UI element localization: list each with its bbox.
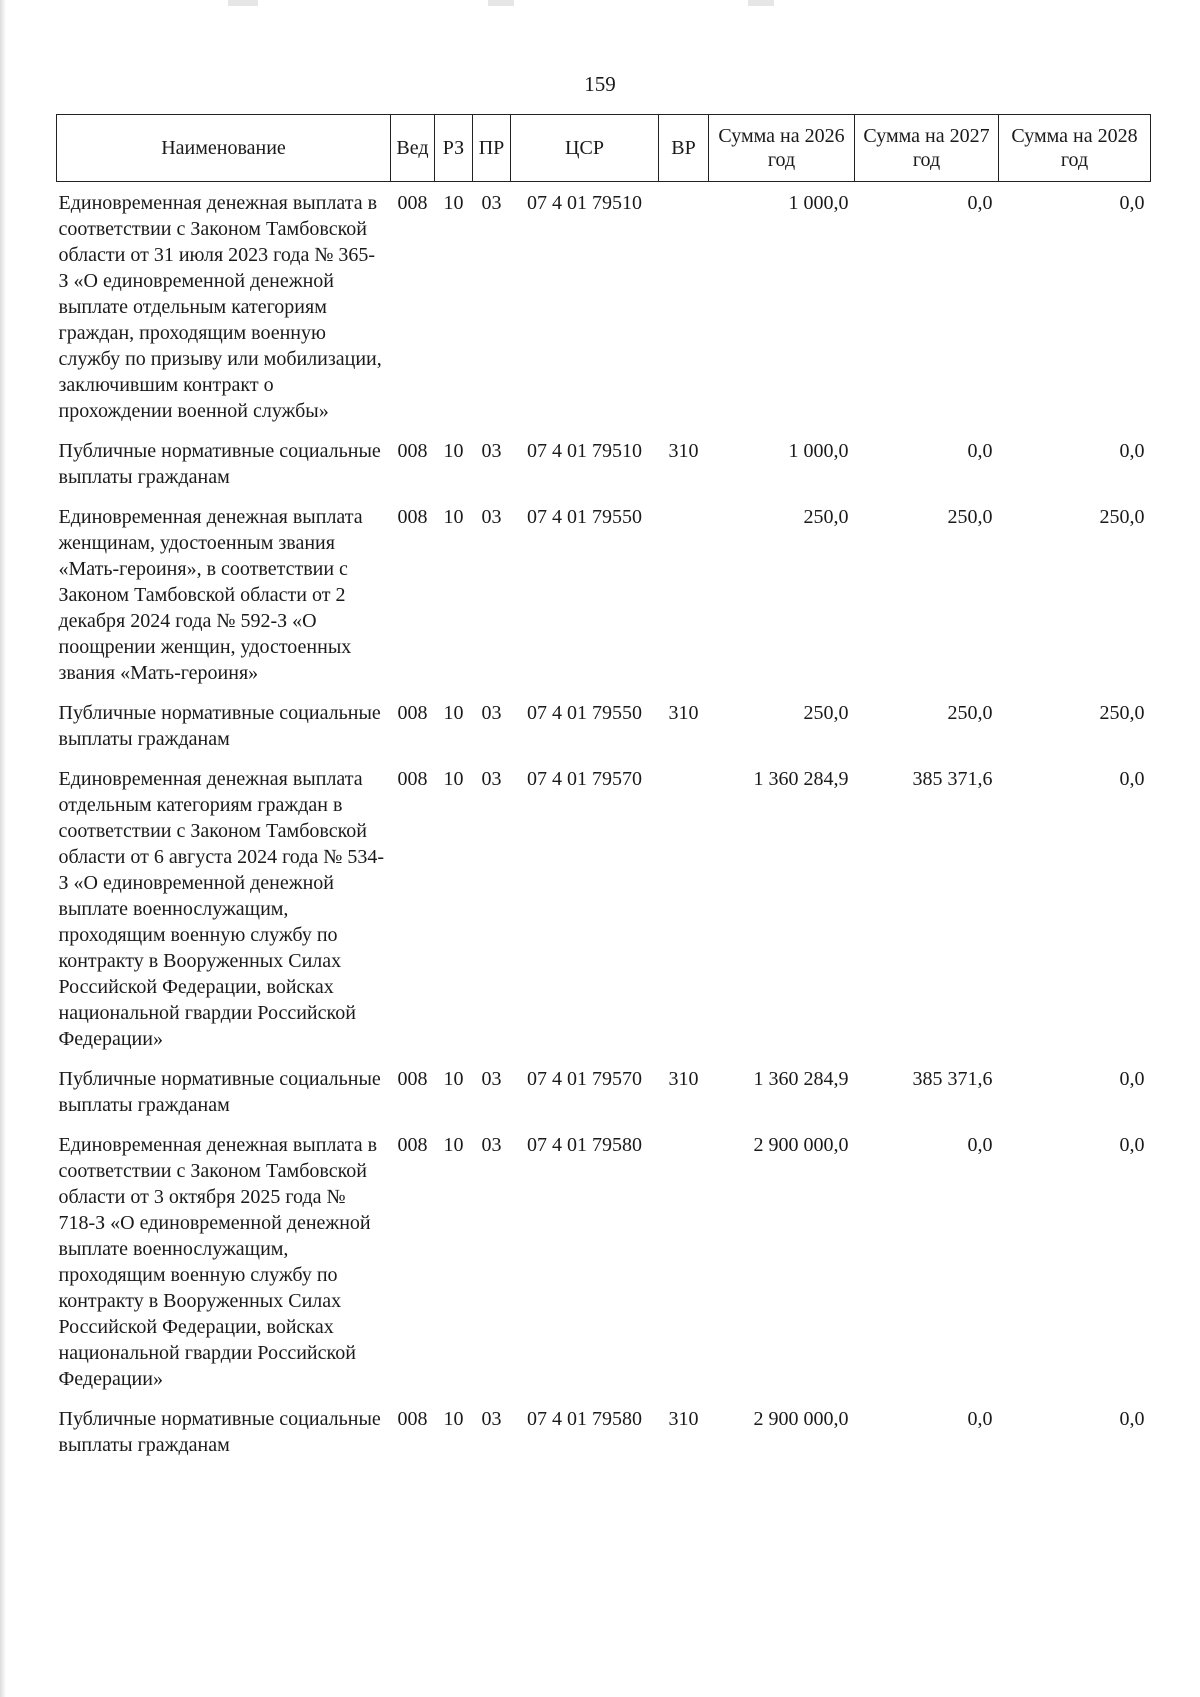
row-ved: 008 (397, 1134, 428, 1156)
table-row (57, 430, 1151, 496)
row-sum-2026: 1 000,0 (788, 192, 849, 214)
row-ved: 008 (397, 506, 428, 528)
scan-artifact (488, 0, 514, 6)
row-rz: 10 (443, 440, 464, 462)
header-ved: Вед (391, 115, 435, 182)
row-vr (659, 1124, 709, 1398)
row-csr: 07 4 01 79570 (527, 1068, 642, 1090)
row-sum-2028: 0,0 (1119, 1134, 1145, 1156)
row-pr: 03 (481, 192, 502, 214)
row-sum-2028: 0,0 (1119, 768, 1145, 790)
table-row (57, 182, 1151, 431)
table-row (57, 1398, 1151, 1464)
row-rz: 10 (443, 1068, 464, 1090)
header-sum-2027: Сумма на 2027 год (855, 115, 999, 182)
row-ved: 008 (397, 768, 428, 790)
row-sum-2027: 250,0 (947, 506, 993, 528)
table-row (57, 1124, 1151, 1398)
row-vr: 310 (668, 1408, 699, 1430)
row-rz: 10 (443, 192, 464, 214)
table-row (57, 692, 1151, 758)
header-name: Наименование (57, 115, 391, 182)
row-sum-2026: 1 360 284,9 (753, 1068, 849, 1090)
table-header (57, 115, 1151, 182)
row-csr: 07 4 01 79570 (527, 768, 642, 790)
table-row (57, 1058, 1151, 1124)
row-pr: 03 (481, 1068, 502, 1090)
row-name: Единовременная денежная выплата в соответствии с Законом Тамбовской области от 3 октября 2025 года № 718-З «О единовременной денежной выплате военнослужащим, проходящим военную службу по контракту в Вооруженных Силах Российской Федерации, войсках национальной гвардии Российской Федерации» (58, 1134, 378, 1390)
row-csr: 07 4 01 79550 (527, 702, 642, 724)
row-name: Публичные нормативные социальные выплаты гражданам (58, 1068, 381, 1116)
row-name: Публичные нормативные социальные выплаты гражданам (58, 440, 381, 488)
row-name: Публичные нормативные социальные выплаты гражданам (58, 702, 381, 750)
page-number: 159 (584, 72, 616, 96)
row-csr: 07 4 01 79580 (527, 1134, 642, 1156)
row-sum-2027: 385 371,6 (912, 1068, 993, 1090)
row-sum-2028: 0,0 (1119, 1408, 1145, 1430)
header-rz: РЗ (435, 115, 473, 182)
header-vr: ВР (659, 115, 709, 182)
row-sum-2028: 250,0 (1099, 702, 1145, 724)
row-name: Единовременная денежная выплата отдельным категориям граждан в соответствии с Законом Тамбовской области от 6 августа 2024 года № 534-З «О единовременной денежной выплате военнослужащим, проходящим военную службу по контракту в Вооруженных Силах Российской Федерации, войсках национальной гвардии Российской Федерации» (58, 768, 385, 1050)
row-sum-2026: 250,0 (803, 506, 849, 528)
row-pr: 03 (481, 506, 502, 528)
scan-artifact (228, 0, 258, 6)
header-pr: ПР (473, 115, 511, 182)
header-sum-2028: Сумма на 2028 год (999, 115, 1151, 182)
row-sum-2026: 2 900 000,0 (753, 1134, 849, 1156)
budget-table (56, 114, 1151, 1464)
row-vr: 310 (668, 702, 699, 724)
row-ved: 008 (397, 440, 428, 462)
row-sum-2028: 0,0 (1119, 1068, 1145, 1090)
row-ved: 008 (397, 1408, 428, 1430)
row-vr (659, 496, 709, 692)
row-vr: 310 (668, 440, 699, 462)
row-vr (659, 182, 709, 431)
row-name: Единовременная денежная выплата в соответствии с Законом Тамбовской области от 31 июля 2023 года № 365-З «О единовременной денежной выплате отдельным категориям граждан, проходящим военную службу по призыву или мобилизации, заключившим контракт о прохождении военной службы» (58, 192, 382, 422)
row-sum-2028: 0,0 (1119, 192, 1145, 214)
row-sum-2026: 2 900 000,0 (753, 1408, 849, 1430)
scan-artifact (748, 0, 774, 6)
row-rz: 10 (443, 1134, 464, 1156)
row-pr: 03 (481, 1134, 502, 1156)
row-sum-2027: 0,0 (967, 1134, 993, 1156)
row-sum-2026: 1 360 284,9 (753, 768, 849, 790)
row-csr: 07 4 01 79510 (527, 440, 642, 462)
row-ved: 008 (397, 192, 428, 214)
row-sum-2026: 250,0 (803, 702, 849, 724)
row-sum-2026: 1 000,0 (788, 440, 849, 462)
row-sum-2027: 250,0 (947, 702, 993, 724)
row-csr: 07 4 01 79550 (527, 506, 642, 528)
row-name: Публичные нормативные социальные выплаты гражданам (58, 1408, 381, 1456)
row-sum-2027: 0,0 (967, 1408, 993, 1430)
table-body (57, 182, 1151, 1465)
row-csr: 07 4 01 79510 (527, 192, 642, 214)
row-name: Единовременная денежная выплата женщинам, удостоенным звания «Мать-героиня», в соответствии с Законом Тамбовской области от 2 декабря 2024 года № 592-З «О поощрении женщин, удостоенных звания «Мать-героиня» (58, 506, 363, 684)
row-pr: 03 (481, 440, 502, 462)
row-sum-2028: 0,0 (1119, 440, 1145, 462)
scan-edge-shadow (0, 0, 6, 1697)
row-rz: 10 (443, 702, 464, 724)
header-sum-2026: Сумма на 2026 год (709, 115, 855, 182)
row-vr: 310 (668, 1068, 699, 1090)
row-pr: 03 (481, 702, 502, 724)
header-csr: ЦСР (511, 115, 659, 182)
table-row (57, 758, 1151, 1058)
row-rz: 10 (443, 506, 464, 528)
row-rz: 10 (443, 768, 464, 790)
row-vr (659, 758, 709, 1058)
row-sum-2027: 0,0 (967, 192, 993, 214)
row-sum-2027: 0,0 (967, 440, 993, 462)
row-sum-2027: 385 371,6 (912, 768, 993, 790)
row-pr: 03 (481, 768, 502, 790)
row-rz: 10 (443, 1408, 464, 1430)
row-ved: 008 (397, 1068, 428, 1090)
row-pr: 03 (481, 1408, 502, 1430)
row-sum-2028: 250,0 (1099, 506, 1145, 528)
row-csr: 07 4 01 79580 (527, 1408, 642, 1430)
table-row (57, 496, 1151, 692)
row-ved: 008 (397, 702, 428, 724)
